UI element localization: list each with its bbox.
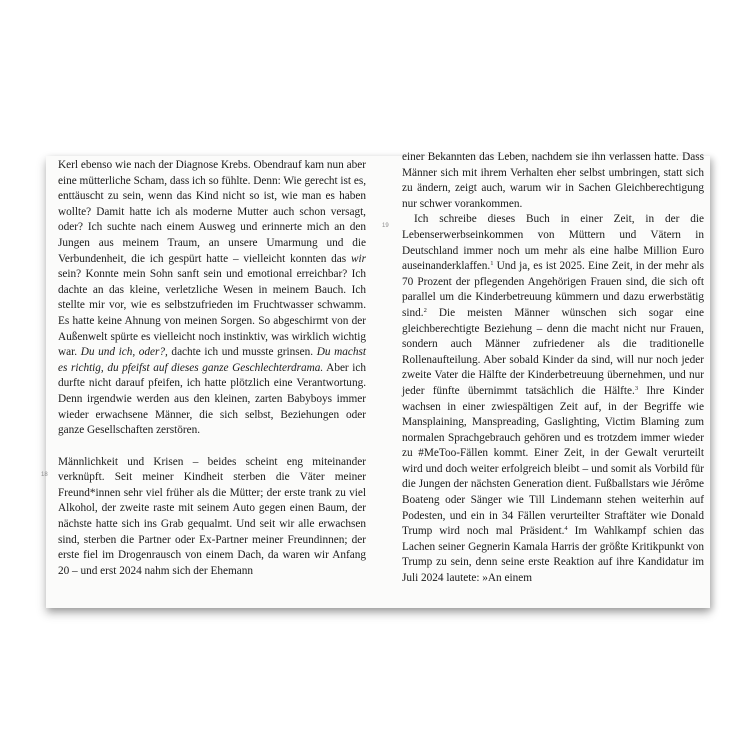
left-paragraph-1 xyxy=(58,158,366,439)
left-paragraph-2 xyxy=(58,455,366,580)
text-run: Aber ich durfte nicht darauf pfeifen, ich hatte plötzlich eine Verantwortung. Denn irgendwie werden aus den kleinen, zarten Babyboys immer wieder erwachsene Männer, die sich selbst, Beziehungen oder ganze Gesellschaften zerstören. xyxy=(58,361,366,437)
right-paragraph-1 xyxy=(402,150,704,212)
left-page xyxy=(41,156,402,608)
text-run: dachte ich und musste grinsen. xyxy=(167,346,317,359)
text-run: Ihre Kinder wachsen in einer zwiespältigen Zeit auf, in der Begriffe wie Mansplaining, Manspreading, Gaslighting, Victim Blaming zum normalen Sprachgebrauch gehören und es trotzdem immer wieder zu #MeToo-Fällen kommt. Einer Zeit, in der Gewalt verurteilt wird und doch weiter erfolgreich bleibt – und somit als Vorbild für die Jungen der nächsten Generation dient. Fußballstars wie Jérôme Boateng oder Sänger wie Till Lindemann stehen weiterhin auf Podesten, und ein in 34 Fällen verurteilter Straftäter wie Donald Trump wird noch mal Präsident. xyxy=(402,384,705,538)
text-run: Und ja, es ist 2025. Eine Zeit, in der mehr als 70 Prozent der pflegenden Angehörigen Frauen sind, die sich oft parallel um die Kinderbetreuung kümmern und dazu erwerbstätig sind. xyxy=(402,260,704,319)
right-column xyxy=(402,150,704,587)
footnote-marker: 2 xyxy=(423,306,427,314)
emphasis-text: Du und ich, oder?, xyxy=(80,346,168,359)
right-page xyxy=(382,151,710,608)
footnote-marker: 3 xyxy=(634,384,639,392)
footnote-marker: 1 xyxy=(490,260,494,268)
emphasis-text: Du machst es richtig, du pfeifst auf dieses ganze Geschlechterdrama. xyxy=(58,346,366,374)
text-run: Ich schreibe dieses Buch in einer Zeit, in der die Lebenserwerbseinkommen von Müttern und Vätern in Deutschland immer noch um mehr als eine halbe Million Euro auseinanderklaffen. xyxy=(402,213,704,273)
text-run: Die meisten Männer wünschen sich sogar eine gleichberechtigte Beziehung – denn die macht nicht nur Frauen, sondern auch Männer zufriedener als die traditionelle Rollenaufteilung. Aber sobald Kinder da sind, will nur noch jeder zweite Vater die Hälfte der Kinderbetreuung übernehmen, und nur jeder fünfte übernimmt tatsächlich die Hälfte. xyxy=(402,306,704,397)
paragraph-gap xyxy=(58,439,366,455)
text-run: einer Bekannten das Leben, nachdem sie ihn verlassen hatte. Dass Männer sich mit ihrem Verhalten eher selbst umbringen, statt sich zu ändern, zeigt auch, warum wir in Sachen Gleichberechtigung nur schwer vorankommen. xyxy=(402,151,704,210)
left-column xyxy=(58,158,366,579)
left-paragraph-marker: 18 xyxy=(41,472,48,478)
text-run: sein? Konnte mein Sohn sanft sein und emotional erreichbar? Ich dachte an das kleine, verletzliche Wesen in meinem Bauch. Ich stellte mir vor, wie es selbstzufrieden im Fruchtwasser schwamm. Es hatte keine Ahnung von meinen Sorgen. So abgeschirmt von der Außenwelt spürte es vielleicht noch instinktiv, was wirklich wichtig war. xyxy=(58,268,366,359)
text-run: Kerl ebenso wie nach der Diagnose Krebs. Obendrauf kam nun aber eine mütterliche Scham, dass ich so fühlte. Denn: Wie gerecht ist es, enttäuscht zu sein, wenn das Kind nicht so ist, wie man es haben wollte? Damit hatte ich als moderne Mutter auch schon versagt, oder? Ich suchte nach einem Ausweg und erinnerte mich an den Jungen aus meinem Traum, an unsere Umarmung und die Verbundenheit, die ich gespürt hatte – vielleicht konnten das xyxy=(58,159,366,265)
text-run: Im Wahlkampf schien das Lachen seiner Gegnerin Kamala Harris der größte Kritikpunkt von Trump zu sein, denn seine erste Reaktion auf ihre Kandidatur im Juli 2024 lautete: »An einem xyxy=(402,525,704,585)
book-spread xyxy=(41,151,710,608)
right-paragraph-marker: 19 xyxy=(382,223,389,229)
emphasis-text: wir xyxy=(350,252,366,265)
footnote-marker: 4 xyxy=(564,525,568,533)
text-run: Männlichkeit und Krisen – beides scheint eng miteinander verknüpft. Seit meiner Kindheit sterben die Väter meiner Freund*innen sehr viel früher als die Mütter; der erste trank zu viel Alkohol, der zweite raste mit seinem Auto gegen einen Baum, der nächste hatte sich ins Grab gequalmt. Und seit wir alle erwachsen sind, sterben die Partner oder Ex-Partner meiner Freundinnen; der erste fiel im Drogenrausch von einem Dach, da waren wir Anfang 20 – und erst 2024 nahm sich der Ehemann xyxy=(58,455,366,577)
right-paragraph-2 xyxy=(402,212,704,586)
